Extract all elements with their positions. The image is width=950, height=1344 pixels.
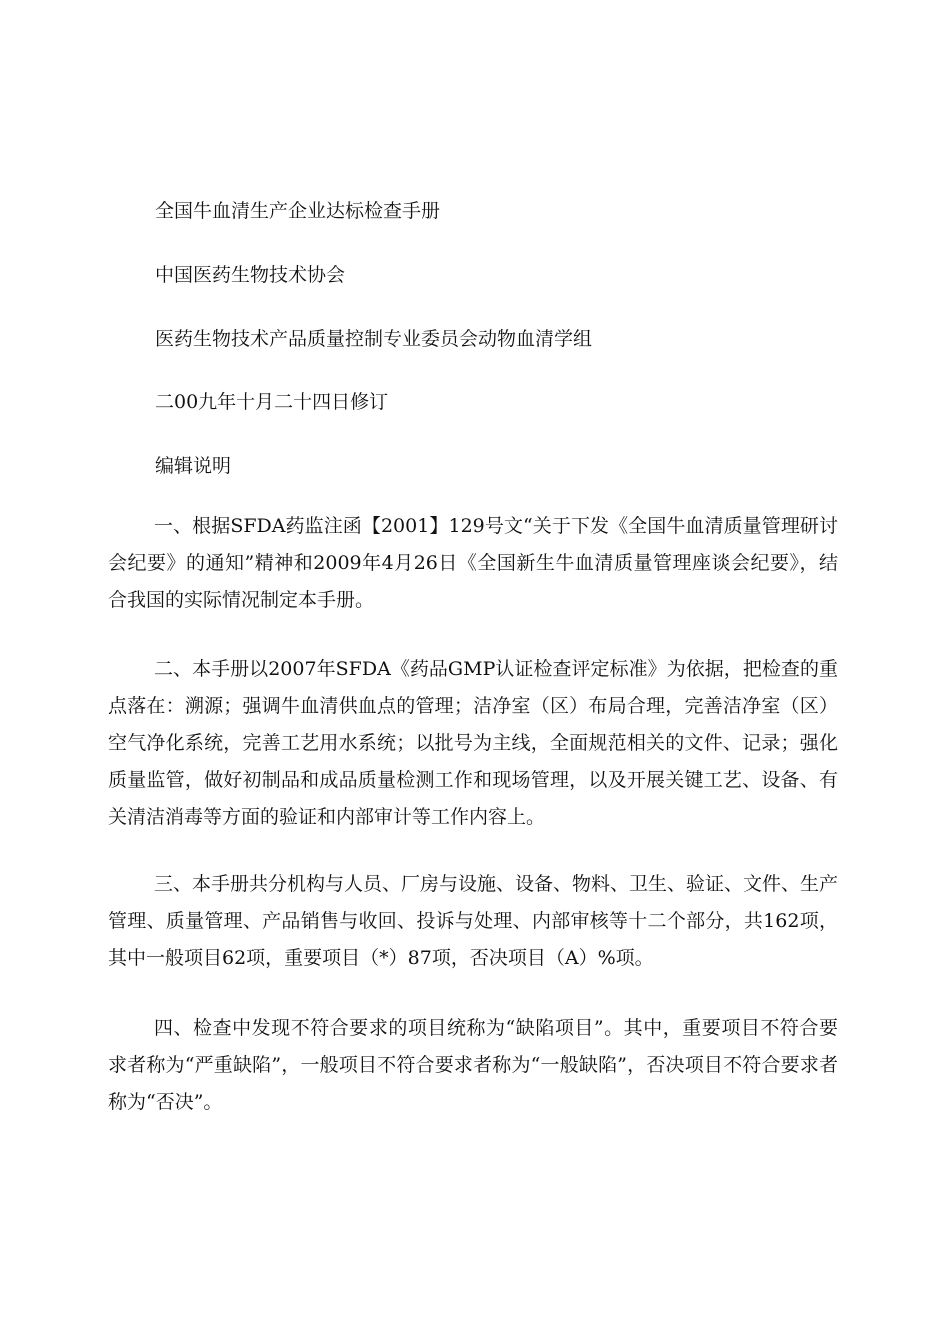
paragraph-4: 四、检查中发现不符合要求的项目统称为“缺陷项目”。其中，重要项目不符合要求者称为“严重缺陷”，一般项目不符合要求者称为“一般缺陷”，否决项目不符合要求者称为“否决”。	[108, 1017, 838, 1113]
document-title: 全国牛血清生产企业达标检查手册	[155, 200, 441, 222]
paragraph-2: 二、本手册以2007年SFDA《药品GMP认证检查评定标准》为依据，把检查的重点落在：溯源；强调牛血清供血点的管理；洁净室（区）布局合理，完善洁净室（区）空气净化系统，完善工艺用水系统；以批号为主线，全面规范相关的文件、记录；强化质量监管，做好初制品和成品质量检测工作和现场管理，以及开展关键工艺、设备、有关清洁消毒等方面的验证和内部审计等工作内容上。	[108, 658, 838, 828]
paragraph-3: 三、本手册共分机构与人员、厂房与设施、设备、物料、卫生、验证、文件、生产管理、质量管理、产品销售与收回、投诉与处理、内部审核等十二个部分，共162项，其中一般项目62项，重要项目（*）87项，否决项目（A）%项。	[108, 873, 839, 969]
section-heading: 编辑说明	[155, 455, 232, 477]
revision-date: 二00九年十月二十四日修订	[155, 391, 389, 413]
committee-name: 医药生物技术产品质量控制专业委员会动物血清学组	[155, 328, 593, 350]
paragraph-1: 一、根据SFDA药监注函【2001】129号文“关于下发《全国牛血清质量管理研讨会纪要》的通知”精神和2009年4月26日《全国新生牛血清质量管理座谈会纪要》，结合我国的实际情况制定本手册。	[108, 515, 838, 611]
organization-name: 中国医药生物技术协会	[155, 264, 346, 286]
